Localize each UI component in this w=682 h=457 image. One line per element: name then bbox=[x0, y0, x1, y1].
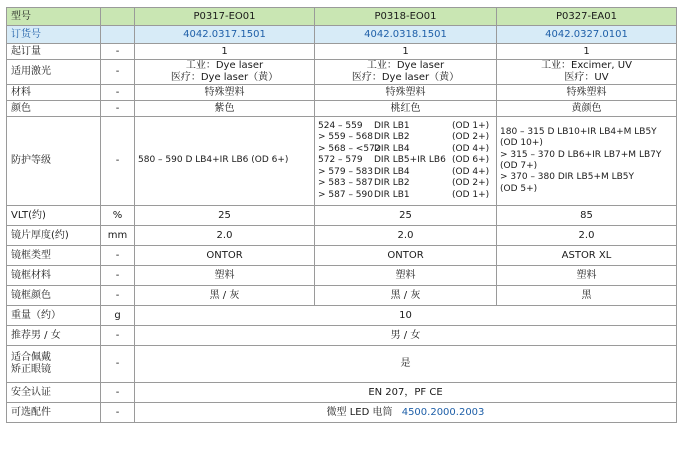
laser-industrial: 工业：Dye laser bbox=[366, 60, 445, 71]
order-unit-cell bbox=[101, 26, 135, 44]
thickness-row bbox=[7, 226, 677, 246]
prescription-value: 是 bbox=[135, 346, 677, 383]
protection-od: (OD 6+) bbox=[452, 155, 490, 166]
accessory-row bbox=[7, 403, 677, 423]
color-value-2: 桃红色 bbox=[315, 101, 497, 117]
protection-spec: DIR LB1 bbox=[374, 121, 410, 132]
thickness-label: 镜片厚度(约) bbox=[7, 226, 101, 246]
frame-type-value-1: ONTOR bbox=[135, 246, 315, 266]
model-label: 型号 bbox=[7, 8, 101, 26]
protection-range: 524 – 559 bbox=[318, 121, 363, 132]
cert-label: 安全认证 bbox=[7, 383, 101, 403]
protection-unit: - bbox=[101, 117, 135, 206]
protection-line bbox=[318, 121, 493, 132]
protection-line: 180 – 315 D LB10+IR LB4+M LB5Y bbox=[500, 126, 657, 137]
gender-label: 推荐男 / 女 bbox=[7, 326, 101, 346]
protection-value-1 bbox=[135, 117, 315, 206]
thickness-value-2: 2.0 bbox=[315, 226, 497, 246]
weight-unit: g bbox=[101, 306, 135, 326]
protection-od: (OD 1+) bbox=[452, 121, 490, 132]
laser-label: 适用激光 bbox=[7, 60, 101, 85]
frame-type-label: 镜框类型 bbox=[7, 246, 101, 266]
protection-value-3 bbox=[497, 117, 677, 206]
material-value-3: 特殊塑料 bbox=[497, 85, 677, 101]
protection-od: (OD 1+) bbox=[452, 189, 490, 200]
protection-od: (OD 2+) bbox=[452, 132, 490, 143]
material-unit: - bbox=[101, 85, 135, 101]
material-value-1: 特殊塑料 bbox=[135, 85, 315, 101]
vlt-value-1: 25 bbox=[135, 206, 315, 226]
color-value-1: 紫色 bbox=[135, 101, 315, 117]
moq-value-2: 1 bbox=[315, 44, 497, 60]
color-row bbox=[7, 101, 677, 117]
prescription-label-line-1: 适合佩戴 bbox=[11, 352, 51, 363]
protection-line bbox=[318, 132, 493, 143]
thickness-value-1: 2.0 bbox=[135, 226, 315, 246]
weight-value: 10 bbox=[135, 306, 677, 326]
accessory-value bbox=[135, 403, 677, 423]
thickness-unit: mm bbox=[101, 226, 135, 246]
cert-row bbox=[7, 383, 677, 403]
model-unit-cell bbox=[101, 8, 135, 26]
protection-label: 防护等级 bbox=[7, 117, 101, 206]
protection-spec: DIR LB4 bbox=[374, 166, 410, 177]
prescription-unit: - bbox=[101, 346, 135, 383]
frame-material-value-3: 塑料 bbox=[497, 266, 677, 286]
frame-material-value-1: 塑料 bbox=[135, 266, 315, 286]
gender-value: 男 / 女 bbox=[135, 326, 677, 346]
protection-range: > 583 – 587 bbox=[318, 178, 373, 189]
frame-color-value-3: 黑 bbox=[497, 286, 677, 306]
laser-unit: - bbox=[101, 60, 135, 85]
protection-line bbox=[318, 190, 493, 201]
protection-range: > 587 – 590 bbox=[318, 189, 373, 200]
moq-value-1: 1 bbox=[135, 44, 315, 60]
frame-color-unit: - bbox=[101, 286, 135, 306]
thickness-value-3: 2.0 bbox=[497, 226, 677, 246]
model-1: P0317-EO01 bbox=[135, 8, 315, 26]
laser-medical: 医疗：Dye laser（黄） bbox=[170, 72, 279, 83]
color-unit: - bbox=[101, 101, 135, 117]
vlt-unit: % bbox=[101, 206, 135, 226]
frame-material-unit: - bbox=[101, 266, 135, 286]
material-value-2: 特殊塑料 bbox=[315, 85, 497, 101]
moq-unit: - bbox=[101, 44, 135, 60]
laser-value-3 bbox=[497, 60, 677, 85]
protection-range: 572 – 579 bbox=[318, 155, 363, 166]
moq-row bbox=[7, 44, 677, 60]
gender-unit: - bbox=[101, 326, 135, 346]
accessory-code: 4500.2000.2003 bbox=[401, 406, 485, 418]
order-row bbox=[7, 26, 677, 44]
protection-spec: DIR LB1 bbox=[374, 189, 410, 200]
model-row bbox=[7, 8, 677, 26]
protection-spec: DIR LB2 bbox=[374, 132, 410, 143]
protection-line bbox=[318, 178, 493, 189]
laser-medical: 医疗：UV bbox=[564, 72, 609, 83]
accessory-unit: - bbox=[101, 403, 135, 423]
protection-spec: DIR LB5+IR LB6 bbox=[374, 155, 446, 166]
protection-line: 580 – 590 D LB4+IR LB6 (OD 6+) bbox=[138, 155, 289, 166]
order-number-2: 4042.0318.1501 bbox=[315, 26, 497, 44]
order-number-3: 4042.0327.0101 bbox=[497, 26, 677, 44]
vlt-label: VLT(约) bbox=[7, 206, 101, 226]
protection-row bbox=[7, 117, 677, 206]
protection-range: > 579 – 583 bbox=[318, 166, 373, 177]
frame-type-row bbox=[7, 246, 677, 266]
frame-type-value-2: ONTOR bbox=[315, 246, 497, 266]
color-value-3: 黄颜色 bbox=[497, 101, 677, 117]
material-row bbox=[7, 85, 677, 101]
frame-type-value-3: ASTOR XL bbox=[497, 246, 677, 266]
protection-od: (OD 4+) bbox=[452, 143, 490, 154]
protection-range: > 559 – 568 bbox=[318, 132, 373, 143]
order-number-1: 4042.0317.1501 bbox=[135, 26, 315, 44]
protection-line: (OD 10+) bbox=[500, 138, 543, 149]
laser-industrial: 工业：Excimer, UV bbox=[541, 60, 632, 71]
vlt-value-2: 25 bbox=[315, 206, 497, 226]
protection-line bbox=[318, 167, 493, 178]
model-3: P0327-EA01 bbox=[497, 8, 677, 26]
model-2: P0318-EO01 bbox=[315, 8, 497, 26]
material-label: 材料 bbox=[7, 85, 101, 101]
accessory-name: 微型 LED 电筒 bbox=[326, 406, 393, 418]
laser-row bbox=[7, 60, 677, 85]
order-label: 订货号 bbox=[7, 26, 101, 44]
frame-color-value-2: 黑 / 灰 bbox=[315, 286, 497, 306]
frame-material-label: 镜框材料 bbox=[7, 266, 101, 286]
spec-table bbox=[6, 7, 677, 423]
protection-value-2 bbox=[315, 117, 497, 206]
protection-line bbox=[318, 144, 493, 155]
frame-material-value-2: 塑料 bbox=[315, 266, 497, 286]
vlt-value-3: 85 bbox=[497, 206, 677, 226]
protection-spec: DIR LB4 bbox=[374, 143, 410, 154]
cert-value: EN 207，PF CE bbox=[135, 383, 677, 403]
laser-medical: 医疗：Dye laser（黄） bbox=[351, 72, 460, 83]
protection-line: > 370 – 380 DIR LB5+M LB5Y bbox=[500, 172, 635, 183]
frame-color-value-1: 黑 / 灰 bbox=[135, 286, 315, 306]
laser-industrial: 工业：Dye laser bbox=[185, 60, 264, 71]
weight-row bbox=[7, 306, 677, 326]
protection-line bbox=[318, 155, 493, 166]
prescription-label-line-2: 矫正眼镜 bbox=[11, 364, 51, 375]
moq-label: 起订量 bbox=[7, 44, 101, 60]
laser-value-2 bbox=[315, 60, 497, 85]
protection-line: (OD 7+) bbox=[500, 161, 538, 171]
cert-unit: - bbox=[101, 383, 135, 403]
color-label: 颜色 bbox=[7, 101, 101, 117]
vlt-row bbox=[7, 206, 677, 226]
protection-od: (OD 4+) bbox=[452, 166, 490, 177]
frame-type-unit: - bbox=[101, 246, 135, 266]
prescription-row bbox=[7, 346, 677, 383]
frame-material-row bbox=[7, 266, 677, 286]
frame-color-row bbox=[7, 286, 677, 306]
protection-line: > 315 – 370 D LB6+IR LB7+M LB7Y bbox=[500, 149, 662, 160]
protection-line: (OD 5+) bbox=[500, 183, 538, 194]
frame-color-label: 镜框颜色 bbox=[7, 286, 101, 306]
laser-value-1 bbox=[135, 60, 315, 85]
protection-range: > 568 – <572 bbox=[318, 143, 381, 154]
protection-od: (OD 2+) bbox=[452, 178, 490, 189]
prescription-label bbox=[7, 346, 101, 383]
moq-value-3: 1 bbox=[497, 44, 677, 60]
accessory-label: 可选配件 bbox=[7, 403, 101, 423]
gender-row bbox=[7, 326, 677, 346]
protection-spec: DIR LB2 bbox=[374, 178, 410, 189]
weight-label: 重量（约） bbox=[7, 306, 101, 326]
